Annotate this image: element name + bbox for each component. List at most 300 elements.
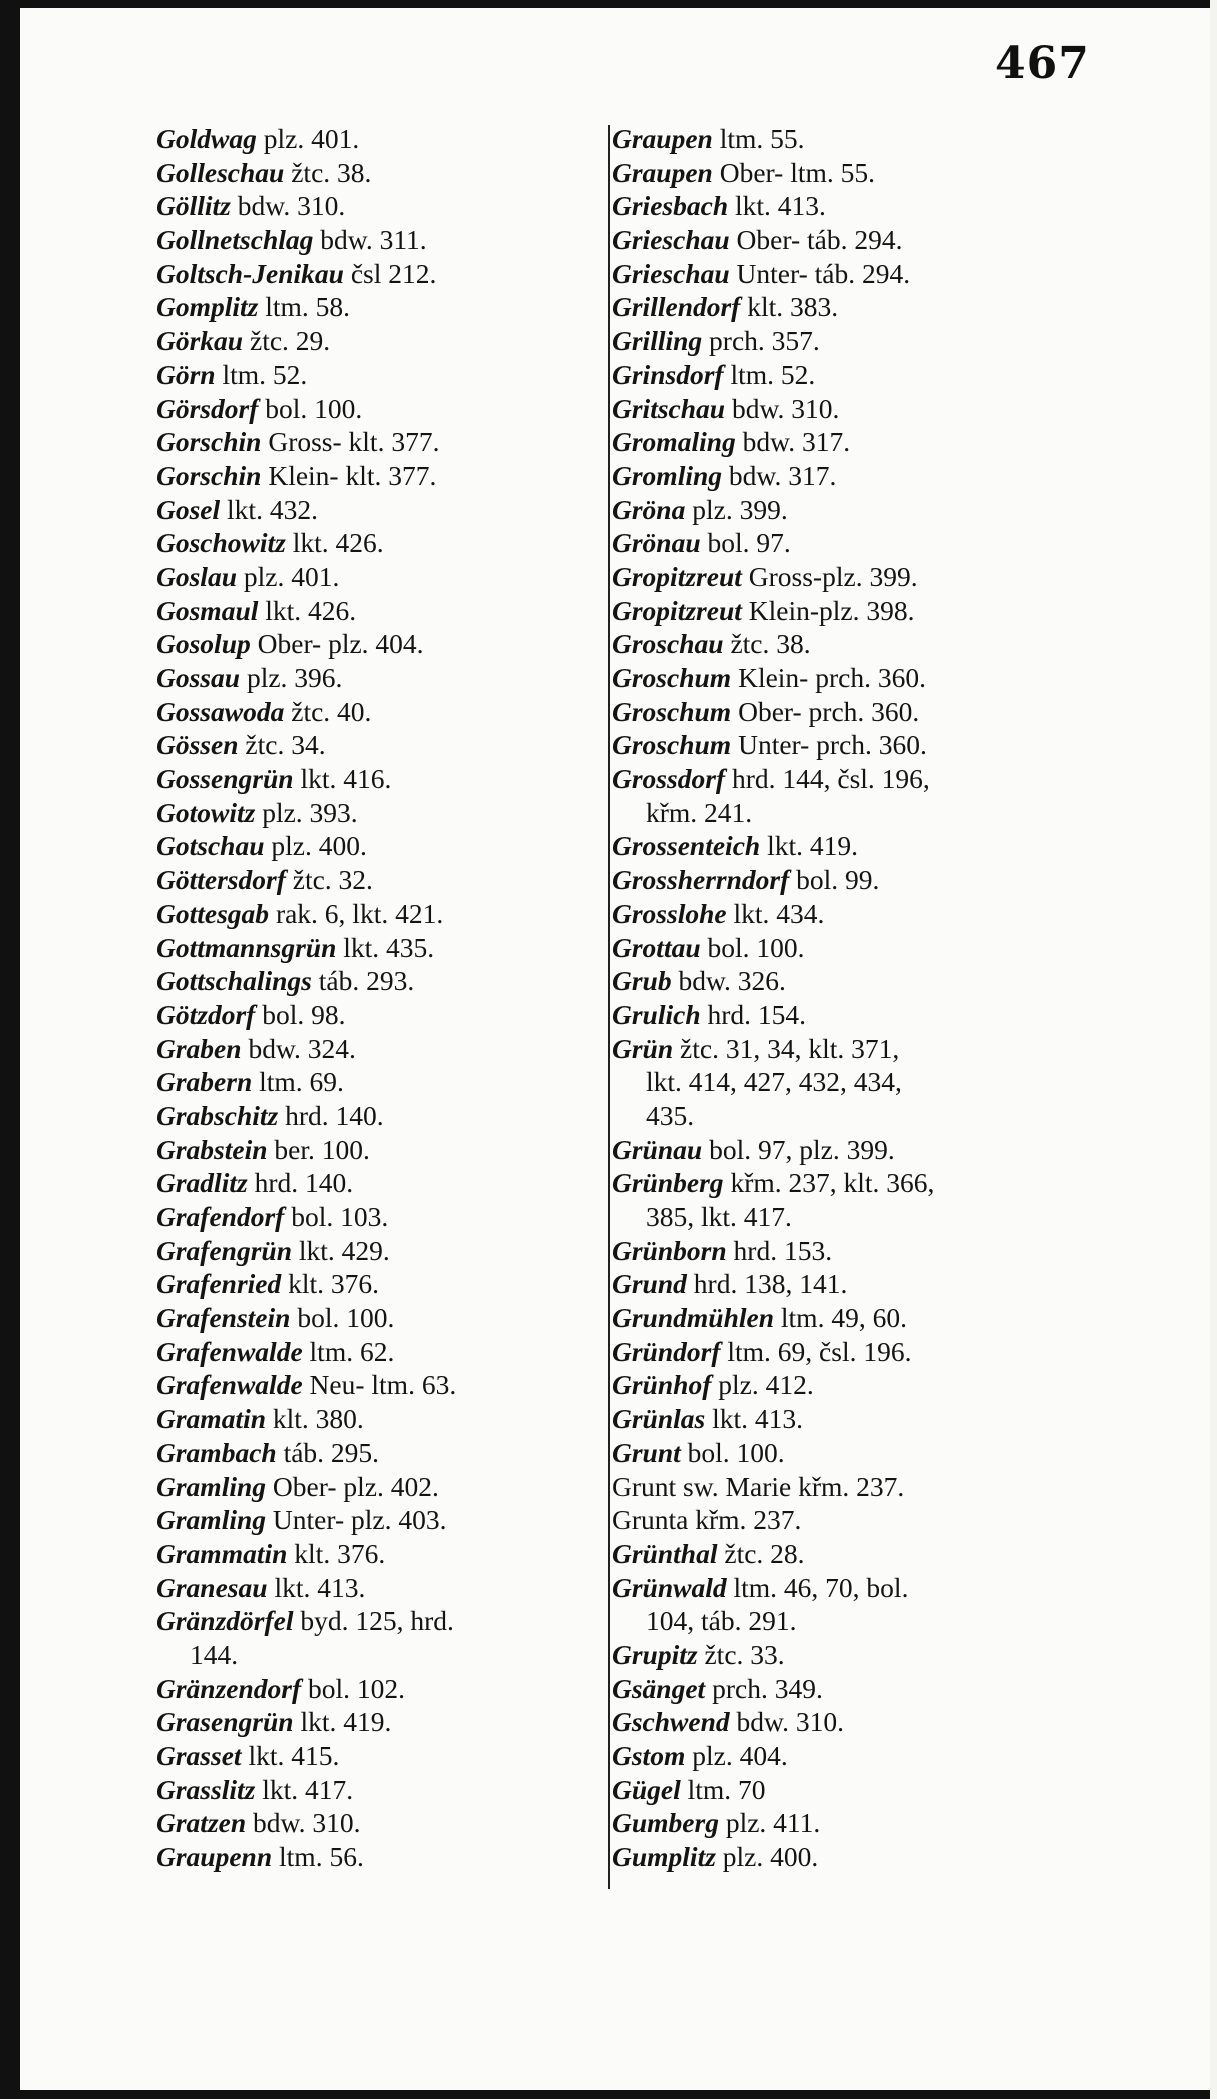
location-reference: lkt. 434. xyxy=(726,897,825,929)
entry-line xyxy=(156,560,596,594)
location-reference: bol. 100. xyxy=(290,1302,395,1334)
location-reference: ber. 100. xyxy=(267,1133,370,1165)
index-entry xyxy=(156,189,596,223)
entry-line xyxy=(612,290,1082,324)
entry-line xyxy=(156,594,596,628)
index-entry xyxy=(156,998,596,1032)
entry-line xyxy=(612,1840,1082,1874)
location-reference: plz. 411. xyxy=(718,1807,821,1839)
index-entry xyxy=(156,695,596,729)
entry-line xyxy=(156,189,596,223)
entry-line xyxy=(156,1773,596,1807)
place-name: Graupen xyxy=(612,123,713,154)
entry-line xyxy=(156,1571,596,1605)
location-reference: lkt. 416. xyxy=(293,763,392,795)
column-divider xyxy=(608,125,610,1889)
entry-line xyxy=(612,1503,1082,1537)
location-reference: klt. 380. xyxy=(266,1403,364,1435)
place-name: Görkau xyxy=(156,325,244,357)
place-name: Grünhof xyxy=(612,1369,712,1401)
location-reference: bdw. 317. xyxy=(722,459,837,491)
location-reference: klt. 376. xyxy=(287,1537,386,1569)
place-name: Gosel xyxy=(156,493,221,525)
location-reference: plz. 393. xyxy=(255,796,358,828)
place-name: Gossawoda xyxy=(156,695,285,727)
location-reference: hrd. 138, 141. xyxy=(686,1268,848,1300)
index-entry xyxy=(612,931,1082,965)
index-entry xyxy=(612,1672,1082,1706)
location-reference: byd. 125, hrd. xyxy=(293,1605,454,1637)
index-entry xyxy=(612,1773,1082,1807)
entry-line xyxy=(612,998,1082,1032)
index-entry xyxy=(156,324,596,358)
index-entry xyxy=(612,964,1082,998)
entry-line xyxy=(612,257,1082,291)
location-reference: prch. 357. xyxy=(702,325,820,357)
place-name: Gründorf xyxy=(612,1335,721,1367)
index-entry xyxy=(612,1638,1082,1672)
entry-line xyxy=(612,223,1082,257)
location-reference: lkt. 429. xyxy=(292,1234,390,1266)
place-name: Grünberg xyxy=(612,1167,724,1199)
location-reference: křm. 241. xyxy=(646,796,753,828)
index-entry xyxy=(612,1436,1082,1470)
location-reference: žtc. 31, 34, klt. 371, xyxy=(673,1032,900,1064)
entry-line xyxy=(612,1133,1082,1167)
entry-line xyxy=(612,1739,1082,1773)
location-reference: ltm. 70 xyxy=(680,1773,766,1805)
place-name: Golleschau xyxy=(156,156,285,188)
index-entry xyxy=(612,1402,1082,1436)
entry-line xyxy=(612,762,1082,796)
place-name: Grabschitz xyxy=(156,1099,279,1131)
entry-line xyxy=(156,223,596,257)
index-entry xyxy=(156,1368,596,1402)
index-entry xyxy=(612,1166,1082,1233)
index-entry xyxy=(156,1503,596,1537)
location-reference: rak. 6, lkt. 421. xyxy=(269,897,444,929)
place-name: Görsdorf xyxy=(156,392,259,424)
index-entry xyxy=(156,1032,596,1066)
index-entry xyxy=(156,931,596,965)
entry-line xyxy=(156,122,596,156)
location-reference: žtc. 28. xyxy=(717,1537,805,1569)
location-reference: Ober- plz. 402. xyxy=(266,1470,439,1502)
index-entry xyxy=(612,1840,1082,1874)
index-entry xyxy=(612,1267,1082,1301)
location-reference: ltm. 52. xyxy=(215,358,308,390)
index-entry xyxy=(156,358,596,392)
entry-line xyxy=(156,964,596,998)
index-entry xyxy=(156,1571,596,1605)
index-entry xyxy=(156,122,596,156)
place-name: Grünlas xyxy=(612,1403,706,1435)
location-reference: bdw. 317. xyxy=(735,426,851,458)
index-entry xyxy=(156,257,596,291)
location-reference: lkt. 413. xyxy=(728,190,826,222)
index-entry xyxy=(156,863,596,897)
index-entry xyxy=(156,728,596,762)
entry-line xyxy=(156,1537,596,1571)
entry-continuation-line xyxy=(612,1604,1082,1638)
entry-line xyxy=(612,1032,1082,1066)
index-entry xyxy=(612,1234,1082,1268)
entry-line xyxy=(156,931,596,965)
entry-line xyxy=(612,358,1082,392)
location-reference: lkt. 419. xyxy=(293,1706,392,1738)
place-name: Göllitz xyxy=(156,190,231,222)
place-name: Gossau xyxy=(156,662,241,693)
index-entry xyxy=(612,526,1082,560)
location-reference: bdw. 311. xyxy=(313,224,427,256)
place-name: Grafenried xyxy=(156,1268,282,1300)
index-entry xyxy=(156,1604,596,1671)
place-name: Groschum xyxy=(612,729,732,761)
index-entry xyxy=(612,290,1082,324)
place-name: Gromling xyxy=(612,459,723,491)
location-reference: ltm. 52. xyxy=(723,358,816,390)
place-name: Grünborn xyxy=(612,1234,727,1266)
entry-line xyxy=(156,1234,596,1268)
entry-line xyxy=(156,290,596,324)
location-reference: Unter- plz. 403. xyxy=(266,1504,447,1536)
location-reference: Unter- prch. 360. xyxy=(731,729,927,761)
place-name: Grilling xyxy=(612,325,703,357)
entry-line xyxy=(156,1806,596,1840)
location-reference: bol. 100. xyxy=(258,392,363,424)
entry-line xyxy=(156,425,596,459)
location-reference: Neu- ltm. 63. xyxy=(302,1369,457,1401)
index-entry xyxy=(156,1099,596,1133)
location-reference: bdw. 326. xyxy=(671,965,786,997)
entry-line xyxy=(612,829,1082,863)
place-name: Grambach xyxy=(156,1436,277,1468)
location-reference: 144. xyxy=(190,1638,239,1670)
location-reference: klt. 383. xyxy=(740,291,839,323)
index-entry xyxy=(156,964,596,998)
entry-line xyxy=(612,897,1082,931)
place-name: Gränzendorf xyxy=(156,1672,302,1704)
place-name: Görn xyxy=(156,358,216,390)
place-name: Gromaling xyxy=(612,426,736,458)
index-entry xyxy=(156,1234,596,1268)
place-name: Gottesgab xyxy=(156,897,270,929)
place-name: Grinsdorf xyxy=(612,358,724,390)
place-name: Gottschalings xyxy=(156,965,312,997)
index-entry xyxy=(612,1133,1082,1167)
place-name: Grieschau xyxy=(612,224,730,256)
entry-continuation-line xyxy=(612,1065,1082,1099)
entry-line xyxy=(156,459,596,493)
place-name: Grafenstein xyxy=(156,1302,291,1334)
place-name: Grieschau xyxy=(612,257,730,289)
index-entry xyxy=(156,1739,596,1773)
index-entry xyxy=(156,829,596,863)
index-entry xyxy=(612,829,1082,863)
index-entry xyxy=(612,661,1082,695)
index-entry xyxy=(612,998,1082,1032)
place-name: Grünwald xyxy=(612,1571,727,1603)
index-entry xyxy=(612,1335,1082,1369)
place-name: Grasslitz xyxy=(156,1773,256,1805)
entry-line xyxy=(156,257,596,291)
location-reference: Klein- klt. 377. xyxy=(261,459,437,491)
location-reference: lkt. 415. xyxy=(241,1740,340,1771)
place-name: Grulich xyxy=(612,998,701,1030)
location-reference: hrd. 140. xyxy=(247,1167,354,1199)
place-name: Gropitzreut xyxy=(612,560,742,592)
location-reference: 385, lkt. 417. xyxy=(646,1201,792,1232)
location-reference: plz. 396. xyxy=(240,662,343,693)
location-reference: Klein- prch. 360. xyxy=(731,662,926,693)
index-entry xyxy=(612,560,1082,594)
entry-line xyxy=(612,560,1082,594)
index-entry xyxy=(156,156,596,190)
location-reference: plz. 412. xyxy=(711,1369,814,1401)
place-name: Gritschau xyxy=(612,392,726,424)
place-name: Grillendorf xyxy=(612,291,741,323)
location-reference: Klein-plz. 398. xyxy=(741,594,915,626)
location-reference: bol. 98. xyxy=(255,998,346,1030)
place-name: Grafenwalde xyxy=(156,1369,303,1401)
location-reference: lkt. 419. xyxy=(760,830,858,862)
entry-line xyxy=(612,1705,1082,1739)
location-reference: lkt. 417. xyxy=(255,1773,354,1805)
index-entry xyxy=(612,594,1082,628)
entry-line xyxy=(612,863,1082,897)
location-reference: ltm. 62. xyxy=(302,1335,395,1367)
index-entry xyxy=(156,526,596,560)
entry-line xyxy=(612,156,1082,190)
index-entry xyxy=(156,661,596,695)
index-entry xyxy=(612,728,1082,762)
index-entry xyxy=(612,762,1082,829)
entry-line xyxy=(156,1402,596,1436)
entry-line xyxy=(612,1806,1082,1840)
index-entry xyxy=(612,122,1082,156)
entry-line xyxy=(156,392,596,426)
place-name: Goschowitz xyxy=(156,527,286,559)
entry-line xyxy=(612,1335,1082,1369)
index-entry xyxy=(156,1301,596,1335)
entry-continuation-line xyxy=(612,1099,1082,1133)
location-reference: Gross-plz. 399. xyxy=(741,560,918,592)
entry-line xyxy=(156,1739,596,1773)
location-reference: bdw. 310. xyxy=(246,1807,361,1839)
location-reference: plz. 401. xyxy=(256,123,360,154)
index-entry xyxy=(156,1200,596,1234)
location-reference: ltm. 58. xyxy=(258,291,351,323)
place-name: Grasset xyxy=(156,1740,242,1771)
location-reference: žtc. 38. xyxy=(723,628,811,660)
place-name: Groschau xyxy=(612,628,724,660)
index-entry xyxy=(156,1672,596,1706)
entry-line xyxy=(156,1166,596,1200)
place-name: Grossenteich xyxy=(612,830,761,862)
place-name: Gumplitz xyxy=(612,1841,716,1873)
index-entry xyxy=(612,392,1082,426)
location-reference: žtc. 33. xyxy=(697,1638,785,1670)
location-reference: Ober- prch. 360. xyxy=(731,695,920,727)
place-name: Götzdorf xyxy=(156,998,256,1030)
place-name: Gröna xyxy=(612,493,686,525)
entry-line xyxy=(612,459,1082,493)
entry-line xyxy=(612,695,1082,729)
place-name: Gössen xyxy=(156,729,239,761)
location-reference: žtc. 32. xyxy=(285,864,373,896)
location-reference: ltm. 56. xyxy=(272,1841,364,1873)
place-name: Grosslohe xyxy=(612,897,727,929)
entry-continuation-line xyxy=(612,796,1082,830)
location-reference: plz. 400. xyxy=(715,1841,819,1873)
entry-line xyxy=(156,829,596,863)
place-name: Grundmühlen xyxy=(612,1302,775,1334)
index-entry xyxy=(156,223,596,257)
index-entry xyxy=(612,627,1082,661)
location-reference: Grunta křm. 237. xyxy=(612,1504,802,1536)
location-reference: lkt. 432. xyxy=(220,493,318,525)
place-name: Grafendorf xyxy=(156,1201,285,1232)
index-entry xyxy=(156,796,596,830)
location-reference: bol. 102. xyxy=(301,1672,406,1704)
entry-line xyxy=(156,1099,596,1133)
location-reference: ltm. 46, 70, bol. xyxy=(726,1571,909,1603)
location-reference: čsl 212. xyxy=(343,257,437,289)
place-name: Gramatin xyxy=(156,1403,267,1435)
place-name: Gorschin xyxy=(156,459,262,491)
index-entry xyxy=(612,1739,1082,1773)
entry-line xyxy=(612,1436,1082,1470)
location-reference: lkt. 413. xyxy=(267,1571,366,1603)
entry-line xyxy=(156,1470,596,1504)
index-entry xyxy=(156,1705,596,1739)
place-name: Graupen xyxy=(612,156,713,188)
entry-line xyxy=(156,1267,596,1301)
index-entry xyxy=(612,324,1082,358)
index-entry xyxy=(612,459,1082,493)
index-entry xyxy=(156,425,596,459)
place-name: Goslau xyxy=(156,560,237,592)
location-reference: Unter- táb. 294. xyxy=(729,257,911,289)
location-reference: žtc. 29. xyxy=(243,325,331,357)
index-entry xyxy=(612,1806,1082,1840)
location-reference: plz. 400. xyxy=(264,830,367,862)
index-entry xyxy=(156,897,596,931)
entry-line xyxy=(156,1672,596,1706)
entry-line xyxy=(156,1436,596,1470)
index-entry xyxy=(612,257,1082,291)
place-name: Gramling xyxy=(156,1504,267,1536)
entry-line xyxy=(156,1604,596,1638)
place-name: Grafengrün xyxy=(156,1234,293,1266)
index-entry xyxy=(612,425,1082,459)
place-name: Gotschau xyxy=(156,830,265,862)
entry-line xyxy=(156,1503,596,1537)
entry-line xyxy=(612,1301,1082,1335)
place-name: Gosmaul xyxy=(156,594,259,626)
entry-line xyxy=(156,1200,596,1234)
place-name: Grupitz xyxy=(612,1638,698,1670)
place-name: Grammatin xyxy=(156,1537,288,1569)
entry-line xyxy=(156,1335,596,1369)
index-entry xyxy=(156,290,596,324)
place-name: Gratzen xyxy=(156,1807,247,1839)
location-reference: žtc. 34. xyxy=(238,729,326,761)
place-name: Gotowitz xyxy=(156,796,256,828)
page-edge xyxy=(1210,0,1217,2099)
index-entry xyxy=(612,1032,1082,1133)
place-name: Grün xyxy=(612,1032,674,1064)
place-name: Gstom xyxy=(612,1740,686,1771)
entry-line xyxy=(612,1672,1082,1706)
place-name: Grund xyxy=(612,1268,687,1300)
entry-line xyxy=(612,1571,1082,1605)
index-entry xyxy=(612,1705,1082,1739)
entry-line xyxy=(612,1402,1082,1436)
entry-line xyxy=(612,122,1082,156)
index-entry xyxy=(612,493,1082,527)
entry-line xyxy=(612,189,1082,223)
location-reference: bol. 100. xyxy=(680,1436,785,1468)
location-reference: klt. 376. xyxy=(281,1268,380,1300)
index-entry xyxy=(612,1301,1082,1335)
location-reference: Ober- táb. 294. xyxy=(729,224,903,256)
place-name: Göttersdorf xyxy=(156,864,286,896)
entry-line xyxy=(156,1705,596,1739)
place-name: Grünau xyxy=(612,1133,703,1165)
location-reference: ltm. 49, 60. xyxy=(774,1302,907,1334)
index-entry xyxy=(612,695,1082,729)
entry-continuation-line xyxy=(156,1638,596,1672)
entry-line xyxy=(612,1166,1082,1200)
entry-line xyxy=(612,627,1082,661)
place-name: Griesbach xyxy=(612,190,729,222)
location-reference: hrd. 153. xyxy=(726,1234,833,1266)
location-reference: bdw. 324. xyxy=(241,1032,356,1064)
index-entry xyxy=(156,1806,596,1840)
entry-line xyxy=(156,695,596,729)
location-reference: bdw. 310. xyxy=(725,392,840,424)
location-reference: plz. 399. xyxy=(685,493,788,525)
index-entry xyxy=(156,1335,596,1369)
location-reference: plz. 404. xyxy=(685,1740,788,1771)
index-entry xyxy=(156,459,596,493)
entry-line xyxy=(156,1065,596,1099)
entry-line xyxy=(612,728,1082,762)
index-entry xyxy=(612,1503,1082,1537)
place-name: Gradlitz xyxy=(156,1167,248,1199)
entry-line xyxy=(612,964,1082,998)
location-reference: 104, táb. 291. xyxy=(646,1605,797,1637)
index-entry xyxy=(612,189,1082,223)
entry-line xyxy=(156,1032,596,1066)
entry-line xyxy=(612,1470,1082,1504)
place-name: Gottmannsgrün xyxy=(156,931,337,963)
entry-continuation-line xyxy=(612,1200,1082,1234)
location-reference: hrd. 144, čsl. 196, xyxy=(725,763,930,795)
index-entry xyxy=(156,627,596,661)
index-entry xyxy=(156,493,596,527)
index-entry xyxy=(156,560,596,594)
index-entry xyxy=(156,1267,596,1301)
entry-line xyxy=(156,728,596,762)
page-number: 467 xyxy=(995,38,1090,89)
entry-line xyxy=(156,897,596,931)
place-name: Gschwend xyxy=(612,1706,730,1738)
location-reference: Ober- plz. 404. xyxy=(250,628,424,660)
index-entry xyxy=(612,897,1082,931)
index-entry xyxy=(156,1840,596,1874)
